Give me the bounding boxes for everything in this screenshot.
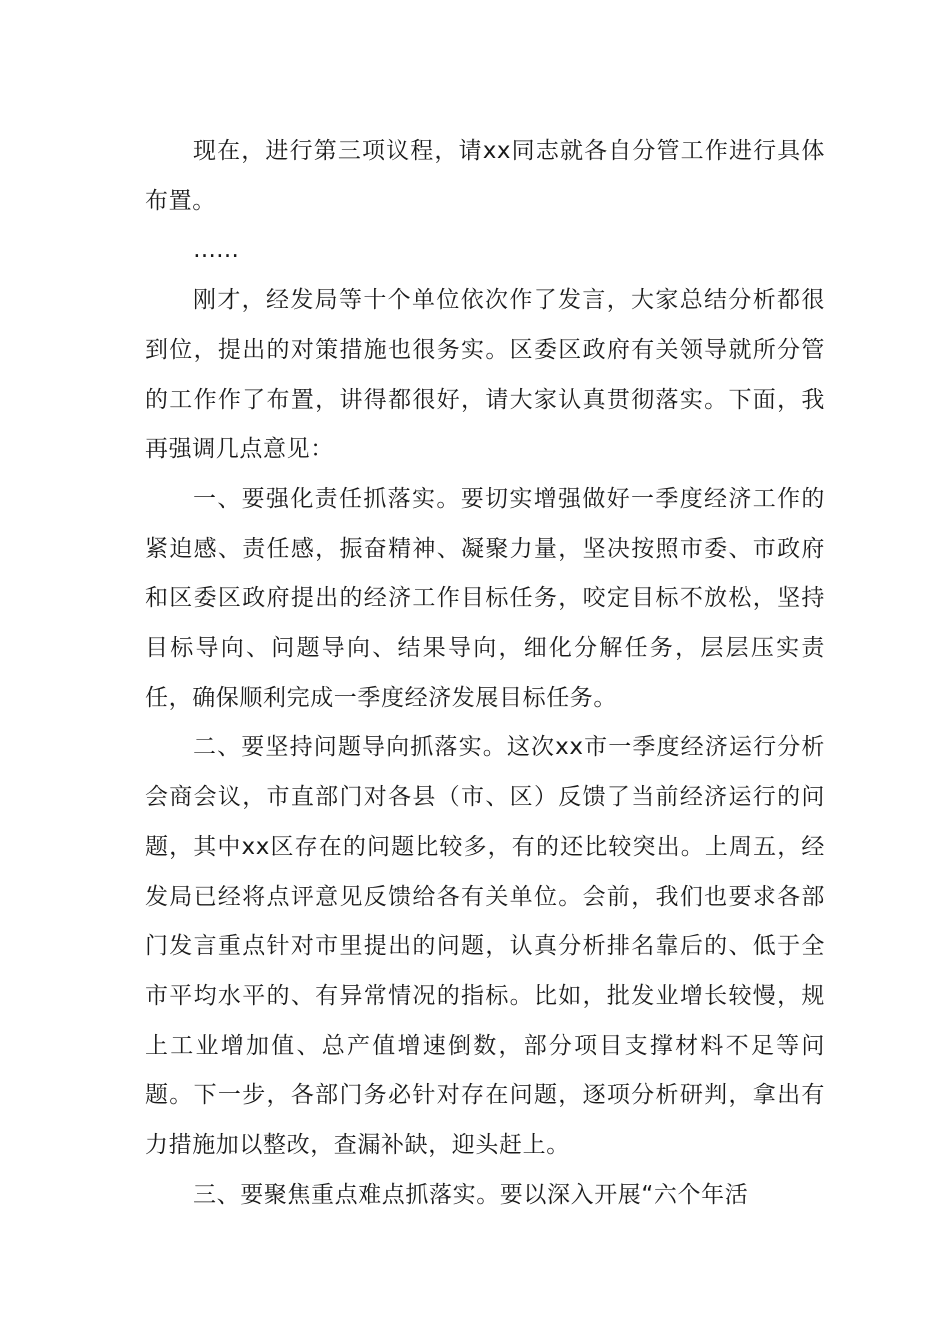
paragraph-point-one: 一、要强化责任抓落实。要切实增强做好一季度经济工作的紧迫感、责任感，振奋精神、凝聚力量，坚决按照市委、市政府和区委区政府提出的经济工作目标任务，咬定目标不放松，坚持目标导向、问题导向、结果导向，细化分解任务，层层压实责任，确保顺利完成一季度经济发展目标任务。 <box>145 485 825 711</box>
paragraph-summary: 刚才，经发局等十个单位依次作了发言，大家总结分析都很到位，提出的对策措施也很务实。区委区政府有关领导就所分管的工作作了布置，讲得都很好，请大家认真贯彻落实。下面，我再强调几点意见： <box>145 287 825 463</box>
paragraph-ellipsis: …… <box>193 237 239 264</box>
paragraph-point-three: 三、要聚焦重点难点抓落实。要以深入开展“六个年活 <box>193 1181 749 1208</box>
document-body <box>145 127 825 1220</box>
paragraph-point-two: 二、要坚持问题导向抓落实。这次xx市一季度经济运行分析会商会议，市直部门对各县（市、区）反馈了当前经济运行的问题，其中xx区存在的问题比较多，有的还比较突出。上周五，经发局已经将点评意见反馈给各有关单位。会前，我们也要求各部门发言重点针对市里提出的问题，认真分析排名靠后的、低于全市平均水平的、有异常情况的指标。比如，批发业增长较慢，规上工业增加值、总产值增速倒数，部分项目支撑材料不足等问题。下一步，各部门务必针对存在问题，逐项分析研判，拿出有力措施加以整改，查漏补缺，迎头赶上。 <box>145 734 825 1159</box>
paragraph-agenda: 现在，进行第三项议程，请xx同志就各自分管工作进行具体布置。 <box>145 138 825 214</box>
